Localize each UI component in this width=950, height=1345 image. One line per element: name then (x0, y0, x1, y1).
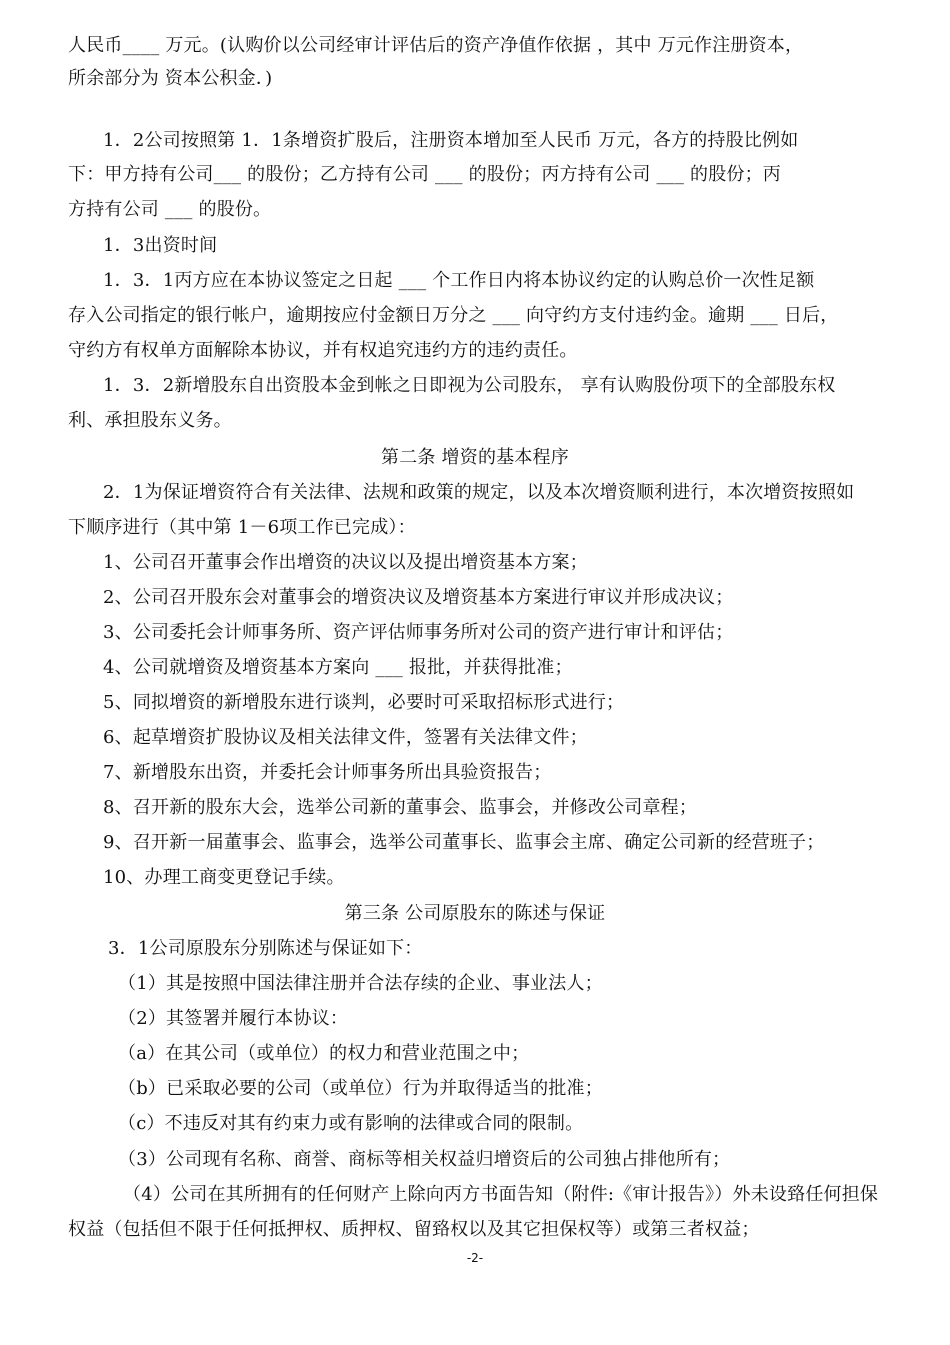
clause-item-4: （4）公司在其所拥有的任何财产上除向丙方书面告知（附件:《审计报告》）外未设臵任何担保 (123, 1184, 879, 1205)
clause-item-c: （c）不违反对其有约束力或有影响的法律或合同的限制。 (118, 1113, 584, 1134)
list-item-6: 6、起草增资扩股协议及相关法律文件，签署有关法律文件； (103, 727, 588, 748)
text-line-26: 3．1公司原股东分别陈述与保证如下： (108, 938, 423, 959)
text-line-4: 下：甲方持有公司___ 的股份；乙方持有公司 ___ 的股份；丙方持有公司 ___ 的股份；丙 (68, 164, 782, 185)
text-line-1: 人民币____ 万元。(认购价以公司经审计评估后的资产净值作依据 ，其中 万元作注册资本， (68, 35, 804, 56)
text-line-7: 1．3．1丙方应在本协议签定之日起 ___ 个工作日内将本协议约定的认购总价一次性足额 (103, 270, 815, 291)
text-line-8: 存入公司指定的银行帐户，逾期按应付金额日万分之 ___ 向守约方支付违约金。逾期 ___ 日后， (68, 305, 839, 326)
page-number: -2- (466, 1251, 484, 1265)
list-item-7: 7、新增股东出资，并委托会计师事务所出具验资报告； (103, 762, 552, 783)
section-heading-1-3: 1．3出资时间 (103, 235, 218, 256)
text-line-13: 2．1为保证增资符合有关法律、法规和政策的规定，以及本次增资顺利进行，本次增资按照如 (103, 482, 855, 503)
list-item-5: 5、同拟增资的新增股东进行谈判，必要时可采取招标形式进行； (103, 692, 625, 713)
text-line-34: 权益（包括但不限于任何抵押权、质押权、留臵权以及其它担保权等）或第三者权益； (68, 1219, 760, 1240)
list-item-4: 4、公司就增资及增资基本方案向 ___ 报批，并获得批准； (103, 657, 573, 678)
list-item-2: 2、公司召开股东会对董事会的增资决议及增资基本方案进行审议并形成决议； (103, 587, 734, 608)
list-item-1: 1、公司召开董事会作出增资的决议以及提出增资基本方案； (103, 552, 588, 573)
text-line-11: 利、承担股东义务。 (68, 410, 232, 431)
text-line-3: 1．2公司按照第 1．1条增资扩股后，注册资本增加至人民币 万元，各方的持股比例如 (103, 130, 799, 151)
list-item-9: 9、召开新一届董事会、监事会，选举公司董事长、监事会主席、确定公司新的经营班子； (103, 832, 825, 853)
clause-item-a: （a）在其公司（或单位）的权力和营业范围之中； (118, 1043, 530, 1064)
clause-item-3: （3）公司现有名称、商誉、商标等相关权益归增资后的公司独占排他所有； (118, 1149, 731, 1170)
list-item-10: 10、办理工商变更登记手续。 (103, 867, 345, 888)
list-item-8: 8、召开新的股东大会，选举公司新的董事会、监事会，并修改公司章程； (103, 797, 698, 818)
clause-item-2: （2）其签署并履行本协议： (118, 1008, 349, 1029)
text-line-5: 方持有公司 ___ 的股份。 (68, 199, 272, 220)
list-item-3: 3、公司委托会计师事务所、资产评估师事务所对公司的资产进行审计和评估； (103, 622, 734, 643)
article-heading-3: 第三条 公司原股东的陈述与保证 (344, 903, 606, 924)
text-line-2: 所余部分为 资本公积金．) (68, 68, 273, 89)
clause-item-1: （1）其是按照中国法律注册并合法存续的企业、事业法人； (118, 973, 603, 994)
text-line-9: 守约方有权单方面解除本协议，并有权追究违约方的违约责任。 (68, 340, 578, 361)
text-line-10: 1．3．2新增股东自出资股本金到帐之日即视为公司股东， 享有认购股份项下的全部股东权 (103, 375, 836, 396)
clause-item-b: （b）已采取必要的公司（或单位）行为并取得适当的批准； (118, 1078, 603, 1099)
text-line-14: 下顺序进行（其中第 1－6项工作已完成）： (68, 517, 416, 538)
article-heading-2: 第二条 增资的基本程序 (381, 447, 569, 468)
